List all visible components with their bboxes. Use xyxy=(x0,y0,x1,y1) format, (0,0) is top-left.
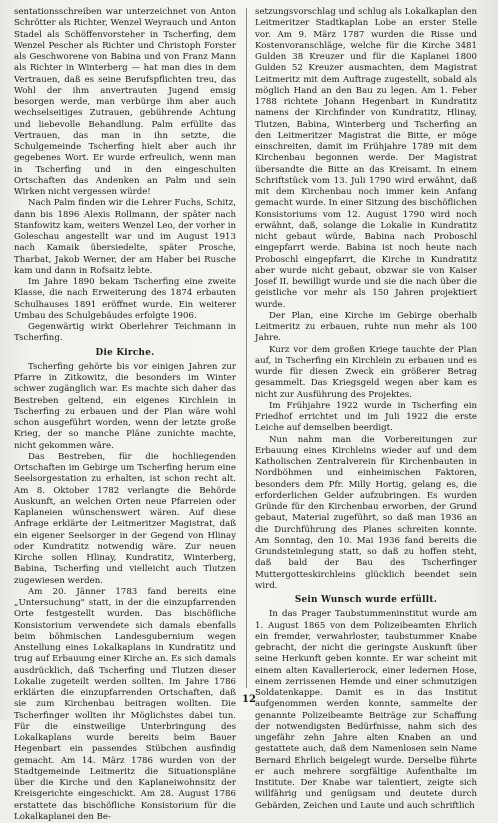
right-column xyxy=(255,7,477,811)
left-paragraph: Im Jahre 1890 bekam Tscherfing eine zweite Klasse, die nach Erweiterung des 1874 erbauten Schulhauses 1891 eröffnet wurde. Ein weiterer Umbau des Schulgebäudes erfolgte 1906. xyxy=(14,277,236,321)
right-paragraph: Kurz vor dem großen Kriege tauchte der Plan auf, in Tscherfing ein Kirchlein zu erbauen und es wurde für diesen Zweck ein größerer Betrag gesammelt. Das Kriegsgeld wegen aber kam es nicht zur Ausführung des Projektes. xyxy=(255,344,477,400)
left-paragraph: Nach Palm finden wir die Lehrer Fuchs, Schitz, dann bis 1896 Alexis Rollmann, der später nach Stanfowitz kam, weiters Wenzel Leo, der vorher in Goleschau angestellt war und im August 1913 nach Kamaik übersiedelte, später Prosche, Tharbat, Jakob Werner, der am Haber bei Rusche kam und dann in Rofsaitz lebte. xyxy=(14,198,236,276)
left-paragraph: Gegenwärtig wirkt Oberlehrer Teichmann in Tscherfing. xyxy=(14,322,236,344)
column-divider xyxy=(246,8,247,688)
section-heading-church: Die Kirche. xyxy=(95,347,155,358)
left-paragraph: Tscherfing gehörte bis vor einigen Jahren zur Pfarre in Zitkowitz, die besonders im Winter schwer zugänglich war. Es machte sich daher das Bestreben geltend, ein eigenes Kirchlein in Tscherfing zu erbauen und der Plan wäre wohl schon ausgeführt worden, wenn der letzte große Krieg, der so manche Pläne zunichte machte, nicht gekommen wäre. xyxy=(14,361,236,451)
right-paragraph: Der Plan, eine Kirche im Gebirge oberhalb Leitmeritz zu erbauen, ruhte nun mehr als 100 Jahre. xyxy=(255,310,477,344)
right-paragraph: Nun nahm man die Vorbereitungen zur Erbauung eines Kirchleins wieder auf und dem Katholischen Zentralverein für Kirchenbauten in Nordböhmen und einheimischen Faktoren, besonders dem Pfr. Milly Hortig, gelang es, die erforderlichen Gelder aufzubringen. Es wurden Gründe für den Kirchenbau erworben, der Grund gebaut, Material zugeführt, so daß man 1936 an die Durchführung des Planes schreiten konnte. Am Sonntag, den 10. Mai 1936 fand bereits die Grundsteinlegung statt, so daß zu hoffen steht, daß bald der Bau des Tscherfinger Muttergotteskirchleins glücklich beendet sein wird. xyxy=(255,434,477,591)
right-paragraph: In das Prager Taubstummeninstitut wurde am 1. August 1865 von dem Polizeibeamten Ehrlich ein fremder, verwahrloster, taubstummer Knabe gebracht, der nicht die geringste Auskunft über seine Herkunft geben konnte. Er war scheint mit einem alten Kavallerierock, einer ledernen Hose, einem zerrissenen Hemde und einer schmutzigen Soldatenkappe. Damit es in das Institut aufgenommen werden konnte, sammelte der genannte Polizeibeamte Beiträge zur Schaffung der notwendigsten Bedürfnisse, nahm sich des ungefähr zehn Jahre alten Knaben an und gestattete auch, daß dem Namenlosen sein Name Bernard Ehrlich beigelegt wurde. Derselbe führte er auch mehrere sorgfältige Aufenthalte im Institute. Der Knabe war talentiert, zeigte sich willfährig und genügsam und deutete durch Gebärden, Zeichen und Laute und auch schriftlich xyxy=(255,609,477,811)
left-paragraph: Am 20. Jänner 1783 fand bereits eine „Untersuchung" statt, in der die einzupfarrenden Orte festgestellt wurden. Das bischöfliche Konsistorium verwendete sich damals ebenfalls beim böhmischen Landesgubernium wegen Anstellung eines Lokalkaplans in Kundratitz und trug auf Erbauung einer Kirche an. Es sich damals ausdrücklich, daß Tscherfing und Tlutzen dieser Lokalie zugeteilt werden sollten. Im Jahre 1786 erklärten die einzupfarrenden Ortschaften, daß sie zum Kirchenbau beitragen wollten. Die Tscherfinger wollten ihr Möglichstes dabei tun. Für die einstweilige Unterbringung des Lokalkaplans wurde bereits beim Bauer Hegenbart ein passendes Stübchen ausfindig gemacht. Am 14. März 1786 wurden von der Stadtgemeinde Leitmeritz die Situationspläne über die Kirche und den Kaplaneiwohnsitz der Kreisgerichte eingeschickt. Am 28. August 1786 erstattete das bischöfliche Konsistorium für die Lokalkaplanei den Be- xyxy=(14,586,236,822)
left-paragraph: Das Bestreben, für die hochliegenden Ortschaften im Gebirge um Tscherfing herum eine Seelsorgestation zu erhalten, ist schon recht alt. Am 8. Oktober 1782 verlangte die Behörde Auskunft, an welchen Orten neue Pfarreien oder Kaplaneien wünschenswert wären. Auf diese Anfrage erklärte der Leitmeritzer Magistrat, daß ein eigener Seelsorger in der Gegend von Hlinay oder Kundratitz notwendig wäre. Zur neuen Kirche sollen Hlinay, Kundratitz, Winterberg, Babina, Tscherfing und vielleicht auch Tlutzen zugewiesen werden. xyxy=(14,451,236,586)
right-paragraph: setzungsvorschlag und schlug als Lokalkaplan den Leitmeritzer Stadtkaplan Lobe an erster Stelle vor. Am 9. März 1787 wurden die Risse und Kostenvoranschläge, welche für die Kirche 3481 Gulden 38 Kreuzer und für die Kaplanei 1800 Gulden 52 Kreuzer ausmachten, dem Magistrat Leitmeritz mit dem Auftrage zugestellt, sobald als möglich Hand an den Bau zu legen. Am 1. Feber 1788 richtete Johann Hegenbart in Kundratitz namens der Kirchfinder von Kundratitz, Hlinay, Tlutzen, Babina, Winterberg und Tscherfing an den Leitmeritzer Magistrat die Bitte, er möge einschreiten, damit im Frühjahre 1789 mit dem Kirchenbau begonnen werde. Der Magistrat übersandte die Bitte an das Kreisamt. In einem Schriftstück vom 13. Juli 1790 wird erwähnt, daß mit dem Kirchenbau noch immer kein Anfang gemacht wurde. In einer Sitzung des bischöflichen Konsistoriums vom 12. August 1790 wird noch erwähnt, daß, solange die Lokalie in Kundratitz nicht gebaut würde, Babina nach Proboschl eingepfarrt werde. Babina ist noch heute nach Proboschl eingepfarrt, die Kirche in Kundratitz aber wurde nicht gebaut, obzwar sie von Kaiser Josef II. bewilligt wurde und sie die nach über die geistliche vor mehr als 150 Jahren projektiert wurde. xyxy=(255,7,477,310)
left-column xyxy=(14,7,236,822)
left-paragraph: sentationsschreiben war unterzeichnet von Anton Schrötter als Richter, Wenzel Weyrauch und Anton Stadel als Schöffenvorsteher in Tscherfing, dem Wenzel Pescher als Richter und Christoph Forster als Geschworene von Babina und von Franz Mann als Richter in Winterberg — hat man dies in dem Vertrauen, daß es seine Berufspflichten treu, das Wohl der ihm anvertrauten Jugend emsig besorgen werde, man verbürge ihm aber auch wechselseitiges Zutrauen, gebührende Achtung und liebevolle Behandlung. Palm erfüllte das Vertrauen, das man in ihn setzte, die Schulgemeinde Tscherfing hielt aber auch ihr gegebenes Wort. Er wurde erfreulich, wenn man in Tscherfing und in den eingeschulten Ortschaften das Andenken an Palm und sein Wirken nicht vergessen würde! xyxy=(14,7,236,197)
right-paragraph: Im Frühjahre 1922 wurde in Tscherfing ein Friedhof errichtet und im Juli 1922 die erste Leiche auf demselben beerdigt. xyxy=(255,400,477,434)
section-heading-wish: Sein Wunsch wurde erfüllt. xyxy=(294,595,438,605)
page-number: 12 xyxy=(242,694,256,705)
